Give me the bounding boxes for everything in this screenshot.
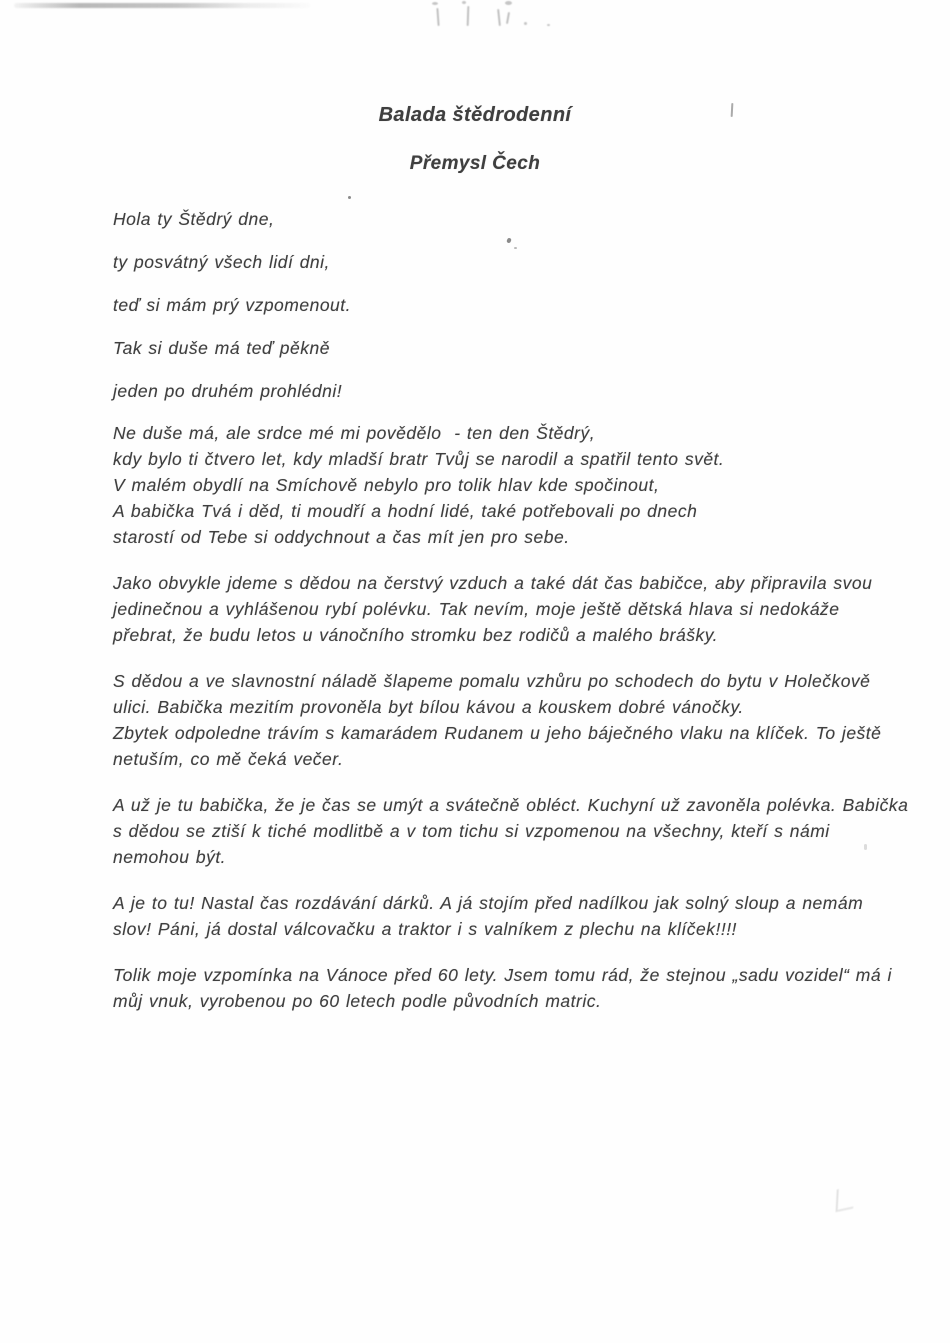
paragraph-line: přebrat, že budu letos u vánočního stromku bez rodičů a malého brášky. <box>113 625 719 645</box>
poem-line: teď si mám prý vzpomenout. <box>113 295 352 315</box>
paragraph <box>113 890 903 942</box>
paragraph <box>113 962 903 1014</box>
scan-artifact-dot <box>524 22 527 25</box>
scan-artifact-dot <box>547 24 550 26</box>
paragraph-line: A už je tu babička, že je čas se umýt a svátečně obléct. Kuchyní už zavoněla polévka. Babička <box>113 795 909 815</box>
paragraph-line: jedinečnou a vyhlášenou rybí polévku. Tak nevím, moje ještě dětská hlava si nedokáže <box>113 599 840 619</box>
scan-artifact-squiggle <box>836 1186 855 1212</box>
scan-artifact-ghost-stamp <box>467 6 470 26</box>
scan-artifact-dot <box>505 1 512 5</box>
paragraph <box>113 792 909 870</box>
paragraph-line: S dědou a ve slavnostní náladě šlapeme pomalu vzhůru po schodech do bytu v Holečkově <box>113 671 871 691</box>
paragraph-line: Jako obvykle jdeme s dědou na čerstvý vzduch a také dát čas babičce, aby připravila svou <box>113 573 873 593</box>
scan-artifact-ghost-stamp <box>506 12 510 24</box>
scan-artifact-speckle <box>506 237 511 243</box>
scan-artifact-ghost-stamp <box>497 9 501 26</box>
scan-artifact-speckle <box>514 247 517 249</box>
paragraph-line: ulici. Babička mezitím provoněla byt bílou kávou a kouskem dobré vánočky. <box>113 697 744 717</box>
poem-line: Tak si duše má teď pěkně <box>113 338 330 358</box>
paragraph-line: starostí od Tebe si oddychnout a čas mít jen pro sebe. <box>113 527 570 547</box>
paragraph-line: Ne duše má, ale srdce mé mi povědělo - ten den Štědrý, <box>113 423 596 443</box>
paragraph-line: můj vnuk, vyrobenou po 60 letech podle původních matric. <box>113 991 602 1011</box>
paragraph-line: A je to tu! Nastal čas rozdávání dárků. A já stojím před nadílkou jak solný sloup a nemám <box>113 893 864 913</box>
paragraph-line: Zbytek odpoledne trávím s kamarádem Rudanem u jeho báječného vlaku na klíček. To ještě <box>113 723 882 743</box>
scan-artifact-dot <box>432 2 438 5</box>
poem-line: Hola ty Štědrý dne, <box>113 209 275 229</box>
paragraph-line: s dědou se ztiší k tiché modlitbě a v tom tichu si vzpomenou na všechny, kteří s námi <box>113 821 830 841</box>
scan-artifact-top-smudge <box>14 3 310 8</box>
paragraph-line: A babička Tvá i děd, ti moudří a hodní lidé, také potřebovali po dnech <box>113 501 698 521</box>
paragraph <box>113 570 903 648</box>
paragraph-line: netuším, co mě čeká večer. <box>113 749 344 769</box>
paragraph-line: slov! Páni, já dostal válcovačku a traktor i s valníkem z plechu na klíček!!!! <box>113 919 737 939</box>
poem-stanza <box>113 198 351 413</box>
paragraph-line: kdy bylo ti čtvero let, kdy mladší bratr Tvůj se narodil a spatřil tento svět. <box>113 449 725 469</box>
prose-body <box>113 420 909 1034</box>
document-author: Přemysl Čech <box>409 153 541 174</box>
poem-line: jeden po druhém prohlédni! <box>113 381 343 401</box>
scan-artifact-dot <box>462 1 466 4</box>
paragraph <box>113 668 903 772</box>
poem-line: ty posvátný všech lidí dni, <box>113 252 330 272</box>
scan-artifact-ghost-stamp <box>436 8 439 26</box>
paragraph <box>113 420 903 550</box>
paragraph-line: Tolik moje vzpomínka na Vánoce před 60 lety. Jsem tomu rád, že stejnou „sadu vozidel“ má i <box>113 965 892 985</box>
paragraph-line: nemohou být. <box>113 847 227 867</box>
paragraph-line: V malém obydlí na Smíchově nebylo pro tolik hlav kde spočinout, <box>113 475 660 495</box>
document-title: Balada štědrodenní <box>378 104 572 126</box>
